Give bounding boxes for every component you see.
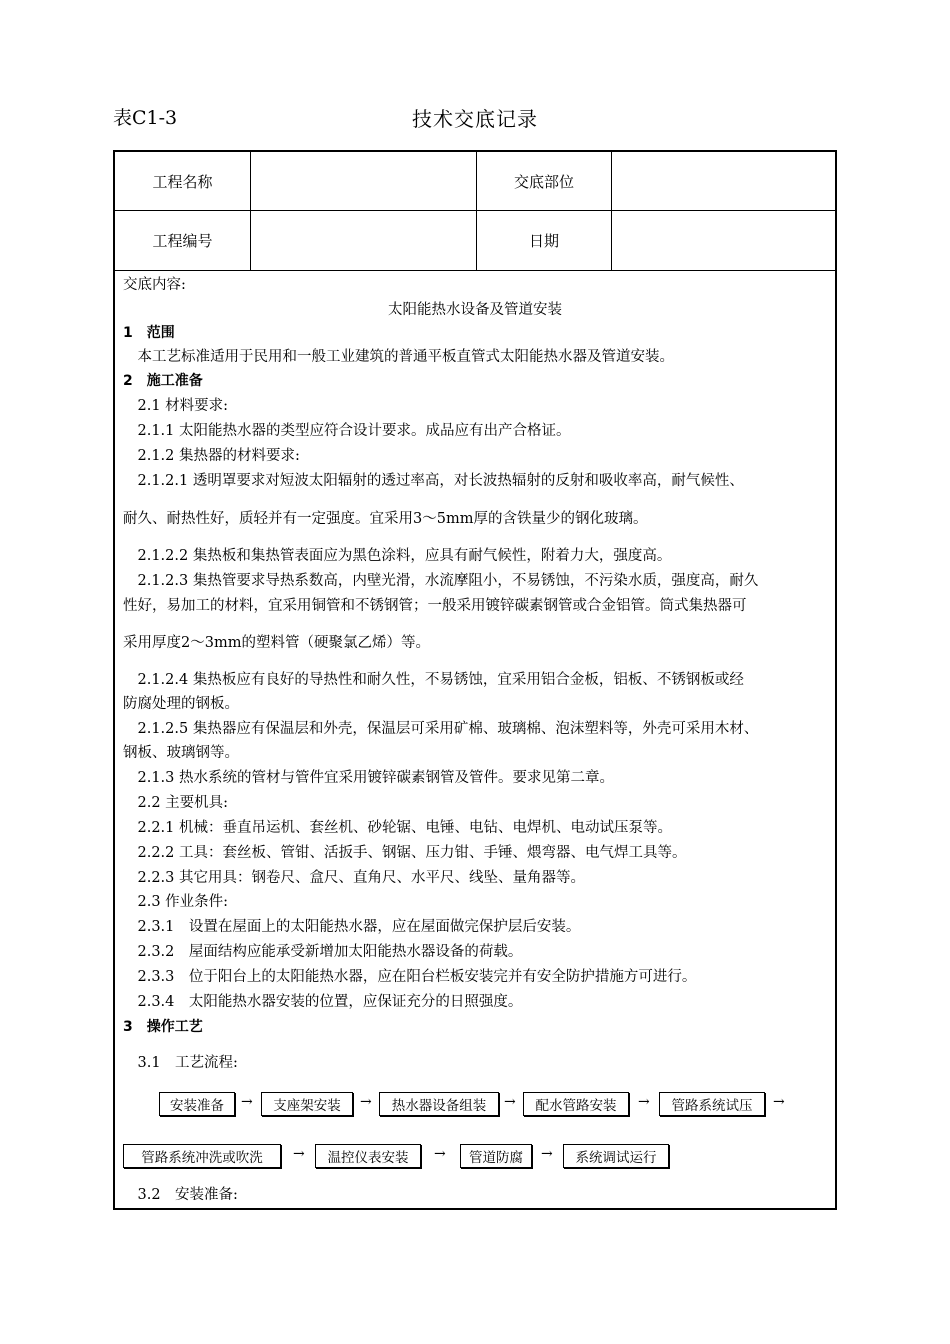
arrow-icon: → — [541, 1146, 553, 1162]
content-line: 2.1.2.3 集热管要求导热系数高，内壁光滑，水流摩阻小，不易锈蚀，不污染水质，强度高，耐久 — [123, 573, 759, 589]
content-line: 本工艺标准适用于民用和一般工业建筑的普通平板直管式太阳能热水器及管道安装。 — [123, 349, 674, 365]
record-form — [113, 150, 837, 1210]
content-line: 3.2 安装准备: — [123, 1187, 238, 1203]
page-title: 技术交底记录 — [412, 107, 538, 131]
content-line: 2.1.2.4 集热板应有良好的导热性和耐久性，不易锈蚀，宜采用铝合金板，铝板、不锈钢板或经 — [123, 672, 744, 688]
content-line: 2.2 主要机具: — [123, 795, 229, 811]
content-line: 2.2.1 机械：垂直吊运机、套丝机、砂轮锯、电锤、电钻、电焊机、电动试压泵等。 — [123, 820, 673, 836]
content-line: 2.3.4 太阳能热水器安装的位置，应保证充分的日照强度。 — [123, 994, 523, 1010]
flow-step: 热水器设备组装 — [379, 1092, 499, 1116]
flow-step: 配水管路安装 — [523, 1092, 629, 1116]
flow-step: 管路系统试压 — [659, 1092, 765, 1116]
project-no-label: 工程编号 — [152, 232, 213, 250]
flow-step: 温控仪表安装 — [315, 1144, 421, 1168]
content-line: 钢板、玻璃钢等。 — [123, 745, 239, 761]
flow-step: 安装准备 — [159, 1092, 235, 1116]
section-heading: 3 操作工艺 — [123, 1019, 203, 1035]
content-line: 耐久、耐热性好，质轻并有一定强度。宜采用3～5mm厚的含铁量少的钢化玻璃。 — [123, 511, 648, 527]
content-line: 2.1.3 热水系统的管材与管件宜采用镀锌碳素钢管及管件。要求见第二章。 — [123, 770, 615, 786]
content-intro-label: 交底内容: — [123, 277, 186, 293]
flow-step: 管道防腐 — [460, 1144, 532, 1168]
content-line: 防腐处理的钢板。 — [123, 696, 239, 712]
arrow-icon: → — [434, 1146, 446, 1162]
content-line: 2.3.3 位于阳台上的太阳能热水器，应在阳台栏板安装完并有安全防护措施方可进行。 — [123, 969, 697, 985]
content-line: 2.2.3 其它用具：钢卷尺、盒尺、直角尺、水平尺、线坠、量角器等。 — [123, 870, 586, 886]
arrow-icon: → — [293, 1146, 305, 1162]
arrow-icon: → — [360, 1094, 372, 1110]
content-line: 2.1.2 集热器的材料要求: — [123, 448, 300, 464]
content-line: 2.1.2.5 集热器应有保温层和外壳，保温层可采用矿棉、玻璃棉、泡沫塑料等，外壳可采用木材、 — [123, 721, 759, 737]
content-line: 2.3 作业条件: — [123, 894, 229, 910]
flow-step: 管路系统冲洗或吹洗 — [123, 1144, 281, 1168]
flow-step: 支座架安装 — [261, 1092, 353, 1116]
arrow-icon: → — [504, 1094, 516, 1110]
date-label: 日期 — [528, 232, 559, 250]
content-line: 2.2.2 工具：套丝板、管钳、活扳手、钢锯、压力钳、手锤、煨弯器、电气焊工具等。 — [123, 845, 687, 861]
content-body — [123, 152, 827, 1208]
location-label: 交底部位 — [513, 172, 574, 191]
content-line: 性好，易加工的材料，宜采用铜管和不锈钢管；一般采用镀锌碳素钢管或合金铝管。筒式集热器可 — [123, 598, 747, 614]
content-line: 2.1.1 太阳能热水器的类型应符合设计要求。成品应有出产合格证。 — [123, 423, 571, 439]
content-line: 采用厚度2～3mm的塑料管（硬聚氯乙烯）等。 — [123, 635, 430, 651]
flow-step: 系统调试运行 — [563, 1144, 669, 1168]
content-subject: 太阳能热水设备及管道安装 — [388, 302, 562, 318]
arrow-icon: → — [241, 1094, 253, 1110]
arrow-icon: → — [773, 1094, 785, 1110]
project-name-label: 工程名称 — [152, 172, 213, 191]
content-line: 2.3.2 屋面结构应能承受新增加太阳能热水器设备的荷载。 — [123, 944, 523, 960]
content-line: 3.1 工艺流程: — [123, 1055, 238, 1071]
arrow-icon: → — [638, 1094, 650, 1110]
content-line: 2.3.1 设置在屋面上的太阳能热水器，应在屋面做完保护层后安装。 — [123, 919, 581, 935]
content-line: 2.1.2.2 集热板和集热管表面应为黑色涂料，应具有耐气候性，附着力大，强度高。 — [123, 548, 672, 564]
section-heading: 2 施工准备 — [123, 373, 203, 389]
content-line: 2.1.2.1 透明罩要求对短波太阳辐射的透过率高，对长波热辐射的反射和吸收率高，耐气候性、 — [123, 473, 744, 489]
section-heading: 1 范围 — [123, 325, 175, 341]
form-code: 表C1-3 — [113, 107, 178, 129]
content-line: 2.1 材料要求: — [123, 398, 229, 414]
